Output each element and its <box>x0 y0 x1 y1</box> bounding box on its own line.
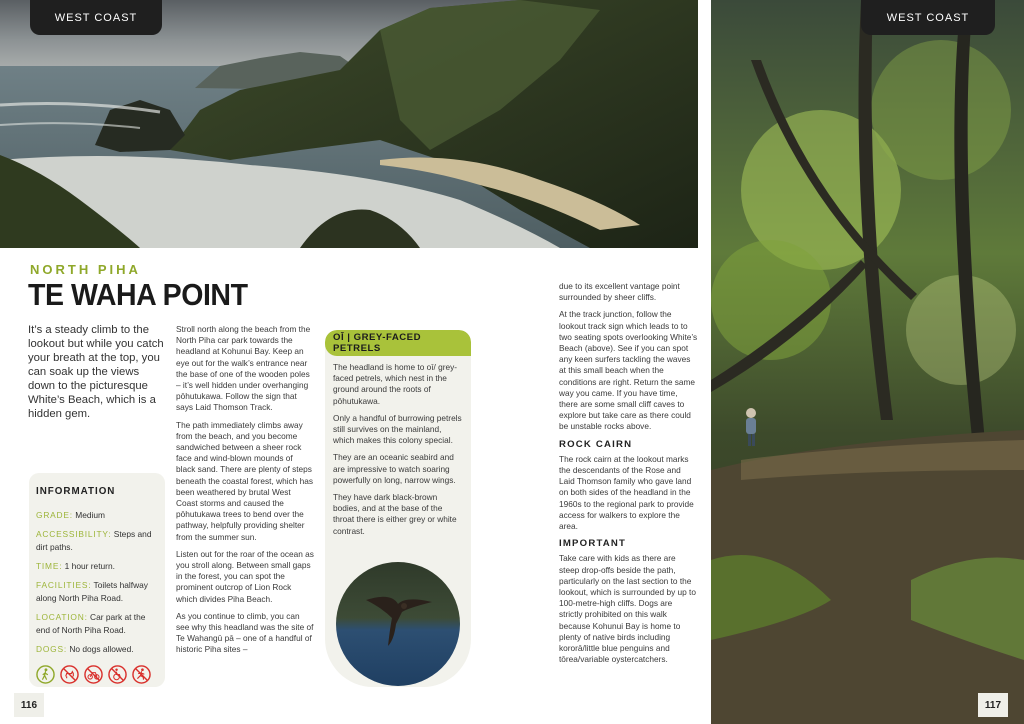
facilities-label: FACILITIES: <box>36 580 92 590</box>
time-label: TIME: <box>36 561 63 571</box>
body-paragraph: due to its excellent vantage point surrounded by sheer cliffs. <box>559 281 680 303</box>
location-label: LOCATION: <box>36 612 88 622</box>
dogs-value: No dogs allowed. <box>69 644 134 654</box>
section-tab-right: WEST COAST <box>861 0 995 35</box>
page-number-left: 116 <box>14 693 44 717</box>
forest-track-photo <box>711 0 1024 724</box>
panel-paragraph: Only a handful of burrowing petrels still survives on the mainland, which makes this colony special. <box>333 412 462 446</box>
section-tab: WEST COAST <box>30 0 162 35</box>
no-bikes-icon <box>84 665 103 684</box>
grade-label: GRADE: <box>36 510 73 520</box>
body-paragraph: Stroll north along the beach from the North Piha car park towards the headland at Kohunui Bay. Keep an eye out for the walk’s entrance near the base of one of the wooden poles – it’s well hidden under overhanging pōhutukawa. Follow the sign that says Laid Thomson Track. <box>176 324 311 413</box>
page-gutter <box>698 0 711 724</box>
time-value: 1 hour return. <box>64 561 115 571</box>
accessibility-label: ACCESSIBILITY: <box>36 529 112 539</box>
petrel-photo <box>336 562 460 686</box>
activity-icons <box>36 665 158 684</box>
body-column-2 <box>176 324 314 662</box>
panel-paragraph: They have dark black-brown bodies, and at the base of the throat there is either grey or white contrast. <box>333 492 457 536</box>
dogs-label: DOGS: <box>36 644 67 654</box>
petrel-sidebar-panel <box>325 330 471 687</box>
page-number-right: 117 <box>978 693 1008 717</box>
body-paragraph: Listen out for the roar of the ocean as you stroll along. Between small gaps in the forest, you can spot the prominent outcrop of Lion Rock which divides Piha Beach. <box>176 548 314 604</box>
important-heading: IMPORTANT <box>559 538 627 550</box>
page-title: TE WAHA POINT <box>28 277 248 312</box>
location-value: Car park at the end of North Piha Road. <box>36 612 146 635</box>
body-paragraph: The path immediately climbs away from the beach, and you become sandwiched between a sheer rock face and wind-blown mounds of black sand. There are plenty of steps beneath the coastal forest, which has been weathered by brutal West Coast storms and caused the pōhutukawa trees to bend over the pathway, helpfully providing shelter from the summer sun. <box>176 419 313 542</box>
rock-cairn-heading: ROCK CAIRN <box>559 438 633 450</box>
information-heading: INFORMATION <box>36 486 116 497</box>
coastal-headland-photo <box>0 0 698 248</box>
accessibility-value: Steps and dirt paths. <box>36 529 152 552</box>
accessibility-row <box>36 528 158 554</box>
panel-heading: OĪ | GREY-FACED PETRELS <box>325 330 471 356</box>
body-paragraph: Take care with kids as there are steep drop-offs beside the path, particularly on the last section to the lookout, which is surrounded by up to 100-metre-high cliffs. Dogs are strictly prohibited on this walk because Kohunui Bay is home to plenty of native birds including kororā/little blue penguins and tōrea/variable oystercatchers. <box>559 553 696 665</box>
facilities-value: Toilets halfway along North Piha Road. <box>36 580 148 603</box>
location-row <box>36 611 158 637</box>
no-wheelchair-icon <box>108 665 127 684</box>
facilities-row <box>36 579 158 605</box>
panel-body <box>325 356 471 537</box>
no-running-icon <box>132 665 151 684</box>
panel-paragraph: They are an oceanic seabird and are impressive to watch soaring powerfully on long, narrow wings. <box>333 452 456 485</box>
body-paragraph: At the track junction, follow the lookout track sign which leads to to two seating spots overlooking White’s Beach (above). See if you can spot any keen surfers tackling the waves at this small beach when the conditions are right. Return the same way you came. If you have time, there are some small cliff caves to explore but take care as there could be unstable rocks above. <box>559 309 698 432</box>
dogs-row <box>36 643 158 656</box>
information-box <box>29 473 165 687</box>
no-dogs-icon <box>60 665 79 684</box>
grade-value: Medium <box>75 510 106 520</box>
time-row <box>36 560 158 573</box>
walker-icon <box>36 665 55 684</box>
body-column-3 <box>559 281 698 672</box>
intro-paragraph: It’s a steady climb to the lookout but while you catch your breath at the top, you can soak up the views down to the picturesque White’s Beach, which is a hidden gem. <box>28 324 164 420</box>
body-paragraph: As you continue to climb, you can see why this headland was the site of Te Wahangū pā – one of a handful of historic Piha sites – <box>176 610 314 655</box>
grade-row <box>36 509 158 522</box>
panel-paragraph: The headland is home to oī/ grey-faced petrels, which nest in the ground around the roots of pōhutukawa. <box>333 362 458 406</box>
location-kicker: NORTH PIHA <box>30 262 141 277</box>
body-paragraph: The rock cairn at the lookout marks the descendants of the Rose and Laid Thomson family who gave land on both sides of the headland in the 1960s to the regional park to provide access for walkers to explore the area. <box>559 453 694 532</box>
